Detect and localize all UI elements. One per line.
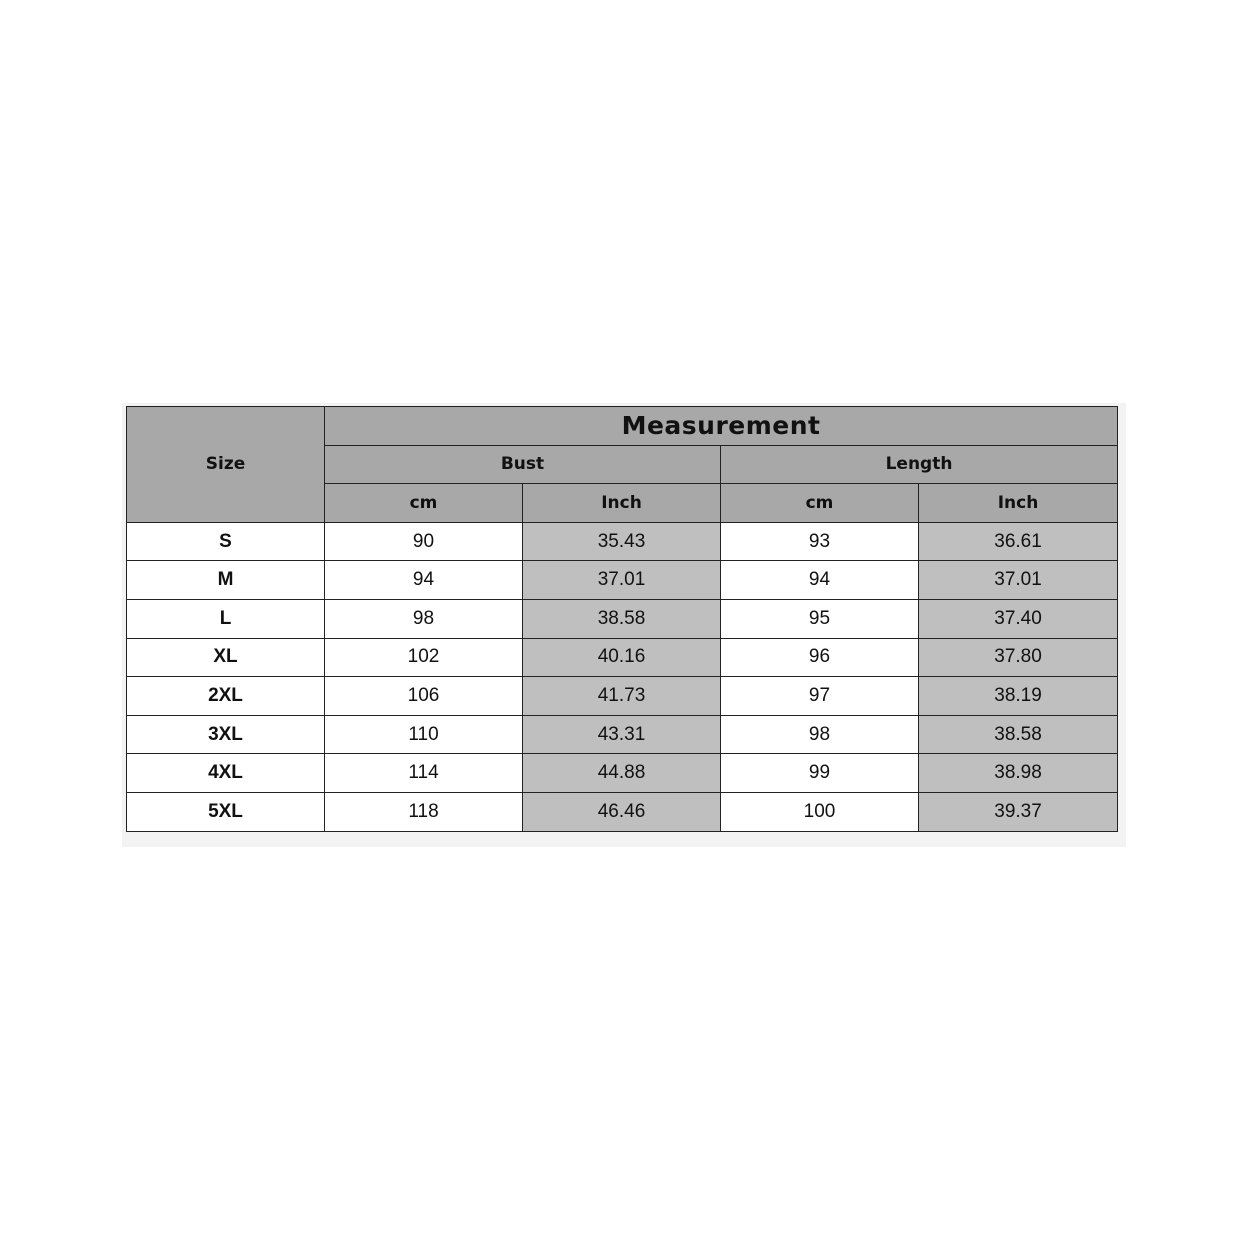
length-inch-cell: 39.37 (919, 792, 1118, 831)
size-cell: L (127, 599, 325, 638)
length-cm-cell: 96 (721, 638, 919, 677)
bust-header: Bust (325, 445, 721, 484)
bust-cm-cell: 94 (325, 561, 523, 600)
bust-inch-header: Inch (523, 484, 721, 523)
bust-inch-cell: 37.01 (523, 561, 721, 600)
table-row (127, 522, 1118, 561)
length-cm-cell: 100 (721, 792, 919, 831)
length-cm-cell: 95 (721, 599, 919, 638)
size-cell: S (127, 522, 325, 561)
bust-cm-cell: 102 (325, 638, 523, 677)
length-inch-cell: 38.58 (919, 715, 1118, 754)
table-row (127, 677, 1118, 716)
length-inch-cell: 36.61 (919, 522, 1118, 561)
length-inch-cell: 38.19 (919, 677, 1118, 716)
length-cm-cell: 97 (721, 677, 919, 716)
bust-inch-cell: 40.16 (523, 638, 721, 677)
length-inch-cell: 37.80 (919, 638, 1118, 677)
bust-inch-cell: 41.73 (523, 677, 721, 716)
length-cm-cell: 93 (721, 522, 919, 561)
size-cell: 5XL (127, 792, 325, 831)
length-cm-cell: 94 (721, 561, 919, 600)
table-row (127, 715, 1118, 754)
bust-cm-cell: 114 (325, 754, 523, 793)
length-inch-cell: 37.40 (919, 599, 1118, 638)
size-cell: 3XL (127, 715, 325, 754)
length-cm-cell: 99 (721, 754, 919, 793)
bust-cm-cell: 90 (325, 522, 523, 561)
size-cell: M (127, 561, 325, 600)
table-row (127, 638, 1118, 677)
table-row (127, 599, 1118, 638)
table-row (127, 561, 1118, 600)
size-header: Size (127, 407, 325, 523)
table-row (127, 792, 1118, 831)
size-chart-table (126, 406, 1118, 832)
length-inch-cell: 37.01 (919, 561, 1118, 600)
bust-cm-cell: 106 (325, 677, 523, 716)
bust-cm-header: cm (325, 484, 523, 523)
length-cm-header: cm (721, 484, 919, 523)
table-row (127, 754, 1118, 793)
size-cell: 2XL (127, 677, 325, 716)
bust-inch-cell: 38.58 (523, 599, 721, 638)
length-inch-header: Inch (919, 484, 1118, 523)
measurement-title: Measurement (325, 407, 1118, 446)
size-cell: XL (127, 638, 325, 677)
length-inch-cell: 38.98 (919, 754, 1118, 793)
bust-inch-cell: 43.31 (523, 715, 721, 754)
bust-cm-cell: 98 (325, 599, 523, 638)
bust-inch-cell: 35.43 (523, 522, 721, 561)
size-cell: 4XL (127, 754, 325, 793)
length-cm-cell: 98 (721, 715, 919, 754)
bust-cm-cell: 118 (325, 792, 523, 831)
length-header: Length (721, 445, 1118, 484)
bust-inch-cell: 44.88 (523, 754, 721, 793)
bust-inch-cell: 46.46 (523, 792, 721, 831)
bust-cm-cell: 110 (325, 715, 523, 754)
